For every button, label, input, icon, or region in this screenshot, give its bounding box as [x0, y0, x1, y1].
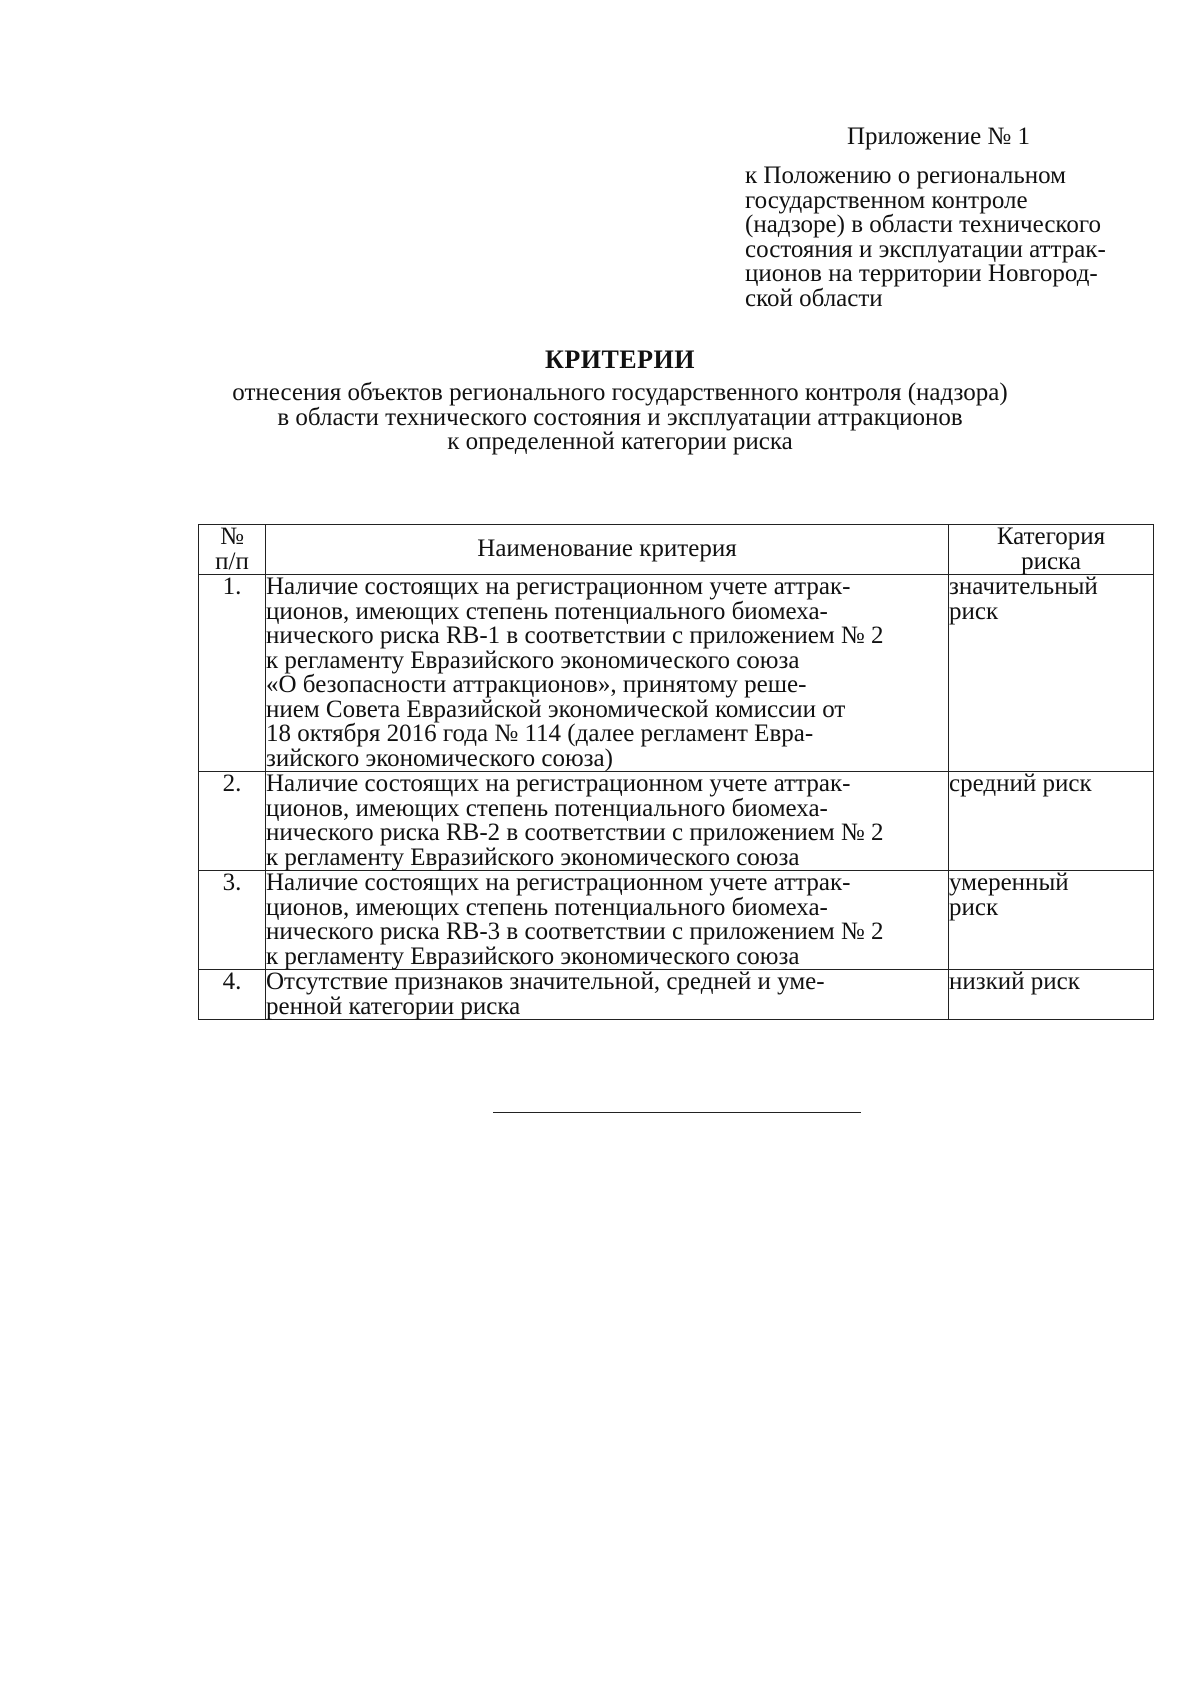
- criterion-line: к регламенту Евразийского экономического союза: [266, 942, 800, 970]
- appendix-reference: [745, 164, 1165, 311]
- risk-category-line: средний риск: [949, 770, 1092, 797]
- table-header-row: [199, 525, 1154, 575]
- document-subtitle-line: к определенной категории риска: [447, 428, 793, 455]
- criterion-line: «О безопасности аттракционов», принятому реше-: [266, 671, 807, 698]
- criterion-line: ционов, имеющих степень потенциального биомеха-: [266, 794, 828, 822]
- criterion-line: Наличие состоящих на регистрационном учете аттрак-: [266, 770, 851, 797]
- document-subtitle-line: отнесения объектов регионального государственного контроля (надзора): [232, 379, 1008, 406]
- header-risk-category: [949, 525, 1154, 575]
- table-row: [199, 970, 1154, 1020]
- criterion-line: зийского экономического союза): [266, 744, 613, 772]
- criterion-line: ционов, имеющих степень потенциального биомеха-: [266, 893, 828, 921]
- risk-category-line: умеренный: [949, 869, 1069, 896]
- criterion-name: [266, 772, 949, 871]
- risk-category: [949, 772, 1154, 871]
- criterion-line: 18 октября 2016 года № 114 (далее регламент Евра-: [266, 720, 814, 747]
- criterion-name: [266, 871, 949, 970]
- end-divider-line: [493, 1112, 861, 1113]
- criterion-line: к регламенту Евразийского экономического союза: [266, 843, 800, 871]
- header-number-line: №: [220, 523, 244, 550]
- header-category-line: Категория: [996, 523, 1106, 550]
- risk-category-line: риск: [949, 597, 999, 625]
- appendix-reference-line: государственном контроле: [745, 186, 1028, 214]
- appendix-number: Приложение № 1: [847, 123, 1031, 150]
- criterion-line: Отсутствие признаков значительной, средней и уме-: [266, 968, 825, 995]
- criterion-name: [266, 970, 949, 1020]
- table-row: [199, 871, 1154, 970]
- appendix-reference-line: ской области: [745, 284, 883, 312]
- header-number-line: п/п: [215, 547, 249, 575]
- appendix-header: [745, 124, 1165, 311]
- row-number: 4.: [199, 970, 266, 1020]
- row-number: 2.: [199, 772, 266, 871]
- appendix-reference-line: (надзоре) в области технического: [745, 211, 1101, 238]
- row-number: 1.: [199, 575, 266, 772]
- risk-category: [949, 871, 1154, 970]
- risk-category-line: низкий риск: [949, 968, 1080, 995]
- appendix-reference-line: ционов на территории Новгород-: [745, 260, 1098, 287]
- criterion-line: ренной категории риска: [266, 992, 521, 1020]
- criterion-line: Наличие состоящих на регистрационном учете аттрак-: [266, 869, 851, 896]
- risk-category: [949, 970, 1154, 1020]
- header-criterion-name: Наименование критерия: [266, 525, 949, 575]
- document-subtitle-line: в области технического состояния и эксплуатации аттракционов: [277, 403, 963, 431]
- table-row: [199, 772, 1154, 871]
- table-row: [199, 575, 1154, 772]
- criterion-line: нического риска RB-2 в соответствии с приложением № 2: [266, 819, 884, 846]
- risk-category-line: значительный: [949, 573, 1098, 600]
- header-number: [199, 525, 266, 575]
- criterion-line: к регламенту Евразийского экономического союза: [266, 646, 800, 674]
- row-number: 3.: [199, 871, 266, 970]
- criterion-line: нием Совета Евразийской экономической комиссии от: [266, 695, 846, 723]
- risk-category-line: риск: [949, 893, 999, 921]
- document-title: КРИТЕРИИ: [545, 345, 695, 374]
- appendix-reference-line: состояния и эксплуатации аттрак-: [745, 235, 1106, 263]
- criterion-line: нического риска RB-1 в соответствии с приложением № 2: [266, 622, 884, 649]
- criterion-line: ционов, имеющих степень потенциального биомеха-: [266, 597, 828, 625]
- title-block: [120, 345, 1120, 455]
- risk-category: [949, 575, 1154, 772]
- header-category-line: риска: [1021, 547, 1081, 575]
- appendix-reference-line: к Положению о региональном: [745, 162, 1066, 189]
- criterion-line: Наличие состоящих на регистрационном учете аттрак-: [266, 573, 851, 600]
- criterion-name: [266, 575, 949, 772]
- criterion-line: нического риска RB-3 в соответствии с приложением № 2: [266, 918, 884, 945]
- criteria-table: [198, 524, 1154, 1020]
